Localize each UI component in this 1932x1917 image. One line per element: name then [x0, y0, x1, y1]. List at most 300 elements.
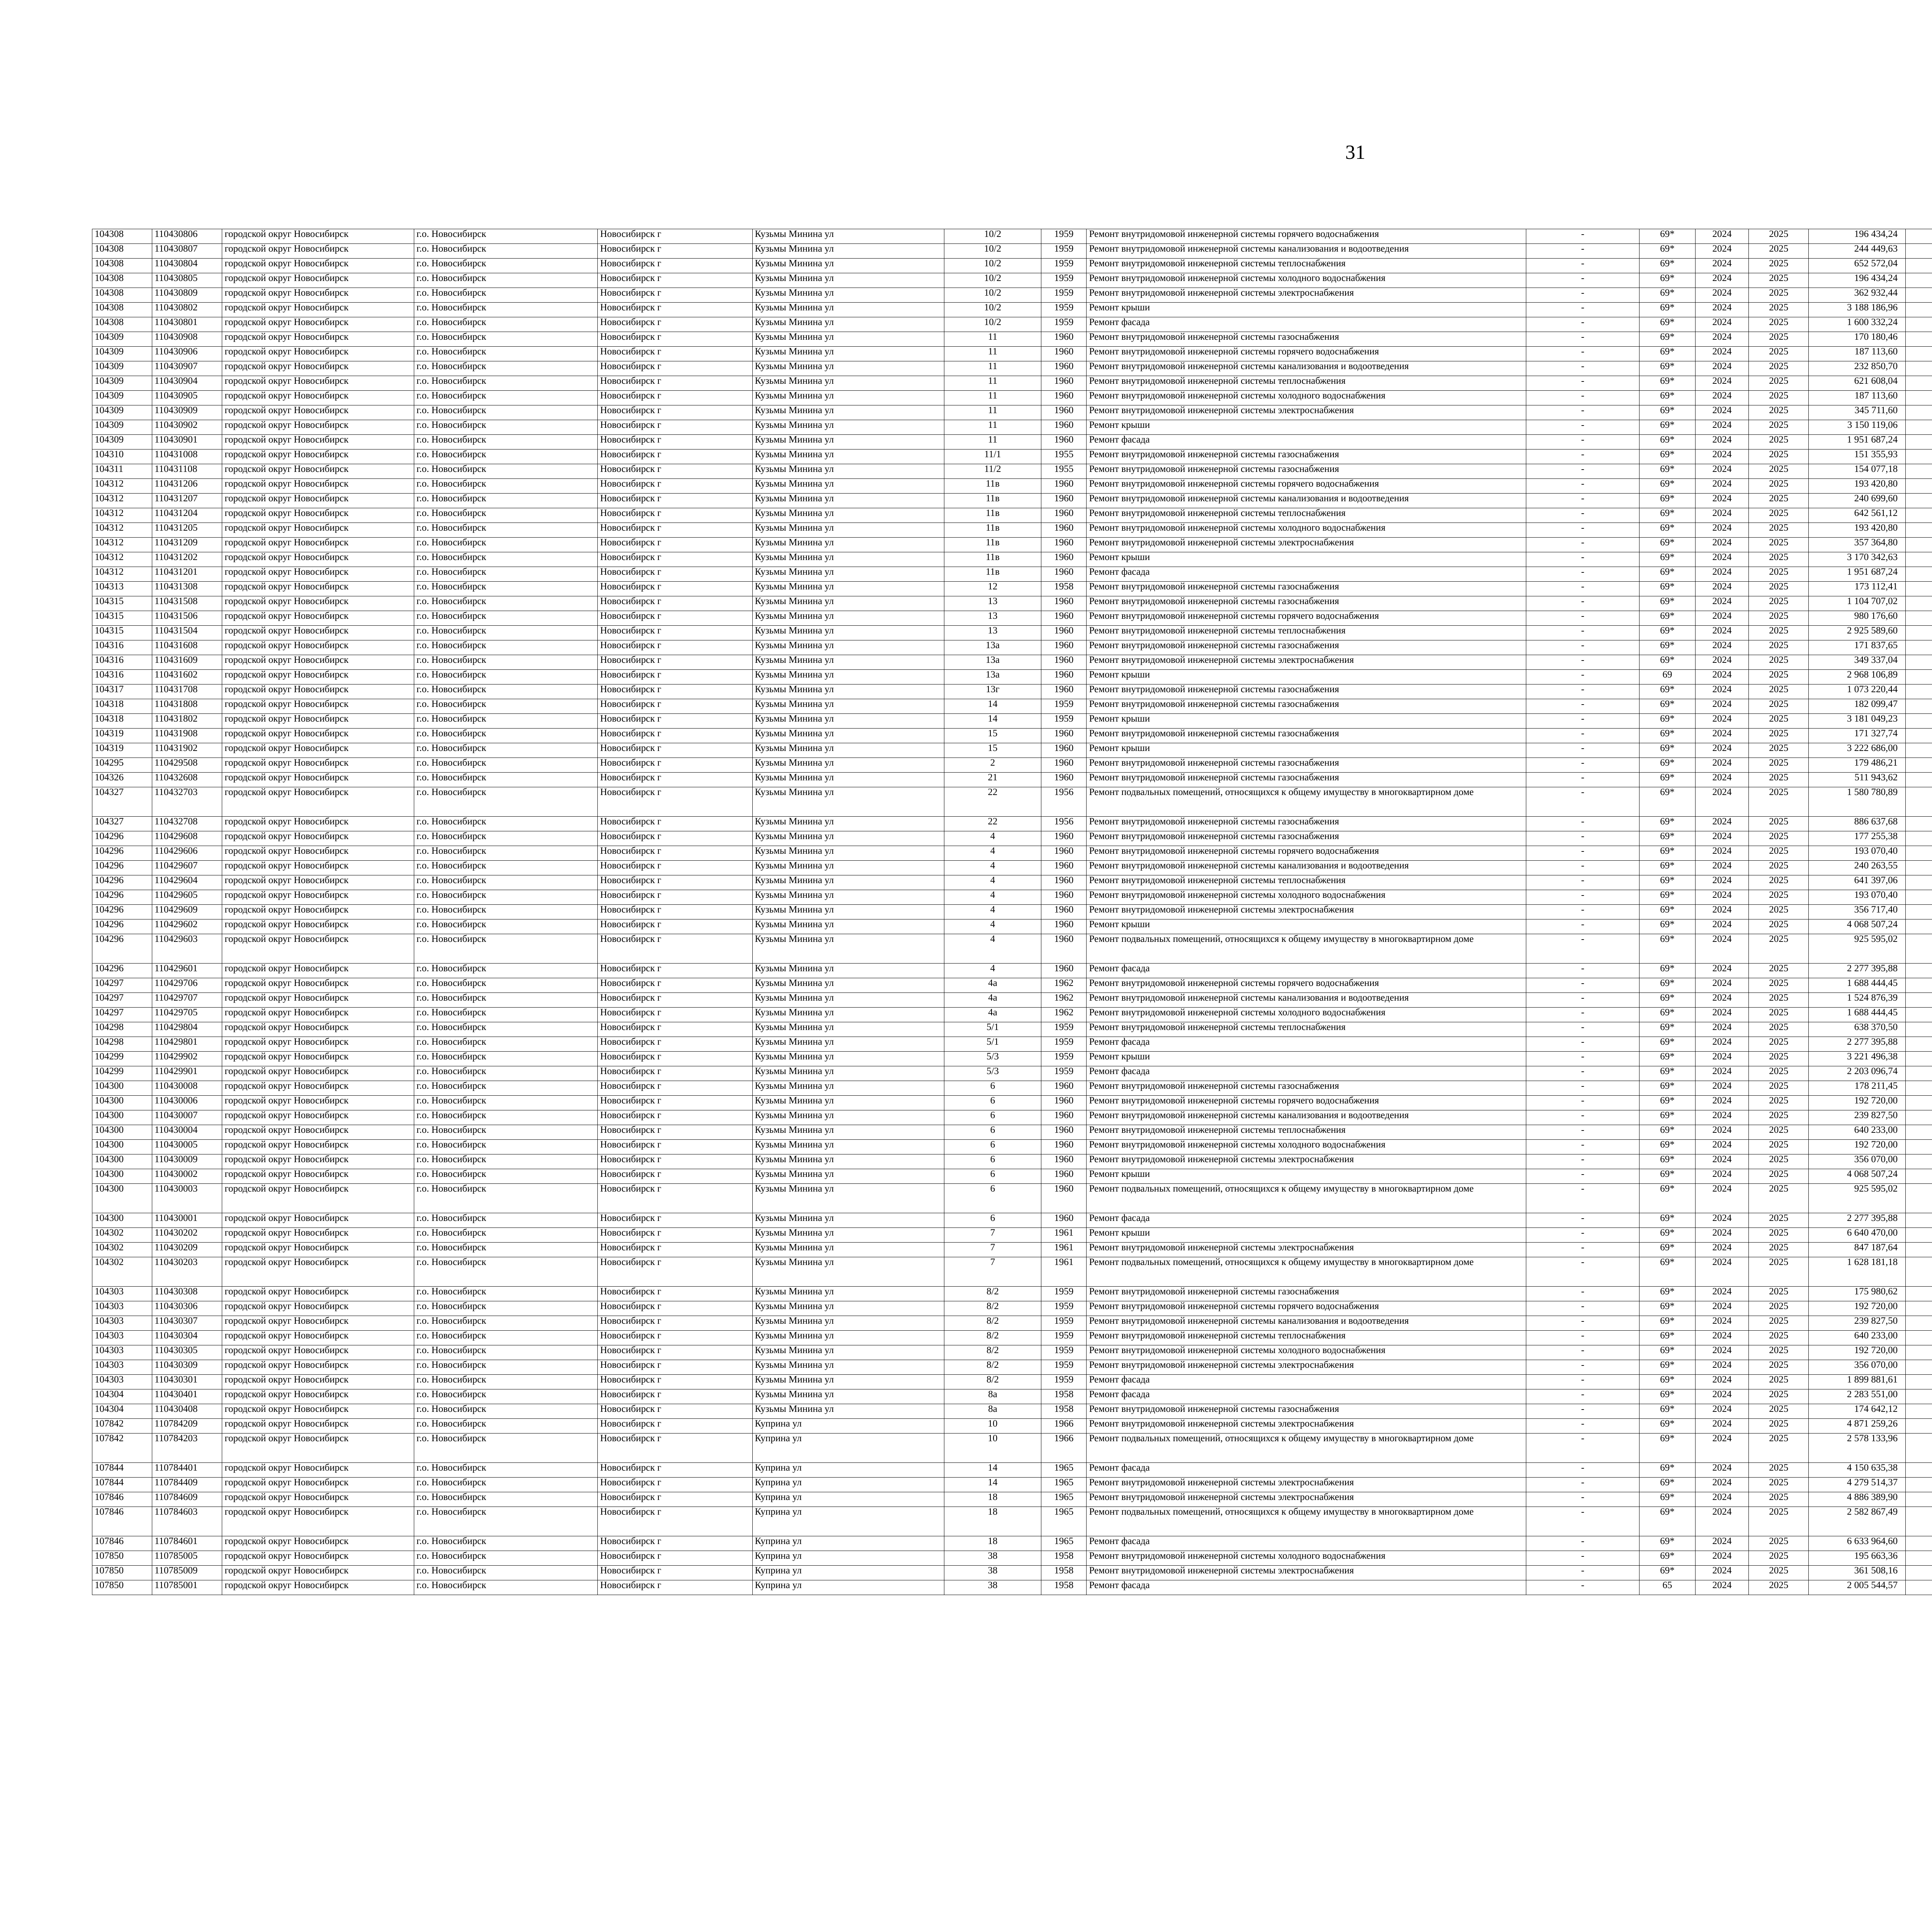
house-number-cell: 11в	[944, 538, 1041, 552]
work-id-cell: 110429609	[152, 905, 222, 919]
total-cost-cell: 4 279 514,37	[1809, 1478, 1906, 1492]
municipal-entity-cell: г.о. Новосибирск	[414, 273, 597, 288]
work-code-cell: 69*	[1639, 831, 1695, 846]
fund-cost-cell	[1906, 1507, 1932, 1536]
total-cost-cell: 642 561,12	[1809, 508, 1906, 523]
street-cell: Кузьмы Минина ул	[752, 919, 944, 934]
work-code-cell: 69*	[1639, 1081, 1695, 1096]
work-note-cell: -	[1526, 1331, 1639, 1345]
fund-cost-cell	[1906, 1375, 1932, 1389]
plan-year-end-cell: 2025	[1749, 640, 1809, 655]
total-cost-cell: 349 337,04	[1809, 655, 1906, 670]
work-id-cell: 110430807	[152, 244, 222, 259]
plan-year-start-cell: 2024	[1695, 1140, 1749, 1154]
total-cost-cell: 192 720,00	[1809, 1140, 1906, 1154]
locality-cell: Новосибирск г	[598, 596, 752, 611]
table-row	[92, 1316, 1932, 1331]
house-id-cell: 104296	[92, 846, 152, 861]
fund-cost-cell	[1906, 552, 1932, 567]
table-row	[92, 420, 1932, 435]
street-cell: Кузьмы Минина ул	[752, 1404, 944, 1419]
work-code-cell: 69*	[1639, 890, 1695, 905]
fund-cost-cell	[1906, 464, 1932, 479]
plan-year-start-cell: 2024	[1695, 1154, 1749, 1169]
build-year-cell: 1965	[1041, 1536, 1087, 1551]
house-id-cell: 104308	[92, 288, 152, 303]
work-id-cell: 110429601	[152, 964, 222, 978]
work-note-cell: -	[1526, 259, 1639, 273]
house-id-cell: 104310	[92, 449, 152, 464]
build-year-cell: 1960	[1041, 919, 1087, 934]
work-code-cell: 69*	[1639, 1404, 1695, 1419]
municipal-entity-cell: г.о. Новосибирск	[414, 1478, 597, 1492]
work-type-cell: Ремонт внутридомовой инженерной системы газоснабжения	[1087, 449, 1526, 464]
locality-cell: Новосибирск г	[598, 1125, 752, 1140]
municipal-district-cell: городской округ Новосибирск	[222, 332, 414, 347]
table-row	[92, 229, 1932, 244]
work-code-cell: 69*	[1639, 479, 1695, 494]
work-id-cell: 110430804	[152, 259, 222, 273]
work-code-cell: 69*	[1639, 1228, 1695, 1243]
work-type-cell: Ремонт внутридомовой инженерной системы газоснабжения	[1087, 582, 1526, 596]
work-id-cell: 110429707	[152, 993, 222, 1008]
municipal-entity-cell: г.о. Новосибирск	[414, 391, 597, 405]
municipal-entity-cell: г.о. Новосибирск	[414, 729, 597, 743]
municipal-district-cell: городской округ Новосибирск	[222, 347, 414, 361]
work-type-cell: Ремонт внутридомовой инженерной системы горячего водоснабжения	[1087, 978, 1526, 993]
fund-cost-cell	[1906, 347, 1932, 361]
house-number-cell: 11	[944, 391, 1041, 405]
build-year-cell: 1960	[1041, 552, 1087, 567]
locality-cell: Новосибирск г	[598, 1507, 752, 1536]
house-id-cell: 104308	[92, 273, 152, 288]
work-type-cell: Ремонт подвальных помещений, относящихся к общему имуществу в многоквартирном доме	[1087, 1507, 1526, 1536]
house-number-cell: 8/2	[944, 1360, 1041, 1375]
locality-cell: Новосибирск г	[598, 1081, 752, 1096]
work-id-cell: 110429604	[152, 875, 222, 890]
build-year-cell: 1958	[1041, 1404, 1087, 1419]
total-cost-cell: 1 073 220,44	[1809, 684, 1906, 699]
work-type-cell: Ремонт внутридомовой инженерной системы холодного водоснабжения	[1087, 1345, 1526, 1360]
fund-cost-cell	[1906, 229, 1932, 244]
plan-year-end-cell: 2025	[1749, 964, 1809, 978]
house-number-cell: 21	[944, 773, 1041, 787]
municipal-entity-cell: г.о. Новосибирск	[414, 1022, 597, 1037]
plan-year-end-cell: 2025	[1749, 670, 1809, 684]
total-cost-cell: 4 886 389,90	[1809, 1492, 1906, 1507]
work-note-cell: -	[1526, 1022, 1639, 1037]
plan-year-start-cell: 2024	[1695, 875, 1749, 890]
street-cell: Кузьмы Минина ул	[752, 259, 944, 273]
work-code-cell: 69*	[1639, 567, 1695, 582]
build-year-cell: 1960	[1041, 655, 1087, 670]
work-id-cell: 110430001	[152, 1213, 222, 1228]
plan-year-end-cell: 2025	[1749, 244, 1809, 259]
total-cost-cell: 178 211,45	[1809, 1081, 1906, 1096]
build-year-cell: 1960	[1041, 567, 1087, 582]
fund-cost-cell	[1906, 1331, 1932, 1345]
work-code-cell: 69*	[1639, 1536, 1695, 1551]
municipal-district-cell: городской округ Новосибирск	[222, 1022, 414, 1037]
total-cost-cell: 179 486,21	[1809, 758, 1906, 773]
street-cell: Кузьмы Минина ул	[752, 1066, 944, 1081]
plan-year-end-cell: 2025	[1749, 1463, 1809, 1478]
municipal-entity-cell: г.о. Новосибирск	[414, 861, 597, 875]
street-cell: Кузьмы Минина ул	[752, 1022, 944, 1037]
municipal-entity-cell: г.о. Новосибирск	[414, 1154, 597, 1169]
fund-cost-cell	[1906, 523, 1932, 538]
locality-cell: Новосибирск г	[598, 1433, 752, 1463]
street-cell: Кузьмы Минина ул	[752, 1140, 944, 1154]
work-type-cell: Ремонт внутридомовой инженерной системы газоснабжения	[1087, 332, 1526, 347]
municipal-district-cell: городской округ Новосибирск	[222, 303, 414, 317]
work-id-cell: 110429508	[152, 758, 222, 773]
municipal-entity-cell: г.о. Новосибирск	[414, 494, 597, 508]
work-code-cell: 69*	[1639, 596, 1695, 611]
plan-year-start-cell: 2024	[1695, 1169, 1749, 1184]
locality-cell: Новосибирск г	[598, 420, 752, 435]
total-cost-cell: 1 688 444,45	[1809, 978, 1906, 993]
locality-cell: Новосибирск г	[598, 1228, 752, 1243]
municipal-entity-cell: г.о. Новосибирск	[414, 347, 597, 361]
house-id-cell: 104311	[92, 464, 152, 479]
street-cell: Кузьмы Минина ул	[752, 758, 944, 773]
house-id-cell: 104300	[92, 1169, 152, 1184]
work-note-cell: -	[1526, 1184, 1639, 1213]
locality-cell: Новосибирск г	[598, 890, 752, 905]
work-id-cell: 110430005	[152, 1140, 222, 1154]
build-year-cell: 1959	[1041, 699, 1087, 714]
plan-year-start-cell: 2024	[1695, 714, 1749, 729]
total-cost-cell: 1 899 881,61	[1809, 1375, 1906, 1389]
work-id-cell: 110431504	[152, 626, 222, 640]
table-row	[92, 1551, 1932, 1566]
house-number-cell: 22	[944, 787, 1041, 817]
plan-year-end-cell: 2025	[1749, 1243, 1809, 1257]
fund-cost-cell	[1906, 582, 1932, 596]
house-number-cell: 8а	[944, 1404, 1041, 1419]
work-note-cell: -	[1526, 934, 1639, 964]
work-id-cell: 110430907	[152, 361, 222, 376]
locality-cell: Новосибирск г	[598, 435, 752, 449]
plan-year-start-cell: 2024	[1695, 435, 1749, 449]
work-id-cell: 110431308	[152, 582, 222, 596]
house-id-cell: 104309	[92, 435, 152, 449]
plan-year-end-cell: 2025	[1749, 303, 1809, 317]
plan-year-end-cell: 2025	[1749, 582, 1809, 596]
plan-year-end-cell: 2025	[1749, 1037, 1809, 1052]
municipal-district-cell: городской округ Новосибирск	[222, 582, 414, 596]
work-note-cell: -	[1526, 552, 1639, 567]
total-cost-cell: 244 449,63	[1809, 244, 1906, 259]
plan-year-end-cell: 2025	[1749, 494, 1809, 508]
street-cell: Кузьмы Минина ул	[752, 361, 944, 376]
table-row	[92, 1389, 1932, 1404]
build-year-cell: 1959	[1041, 259, 1087, 273]
street-cell: Кузьмы Минина ул	[752, 1301, 944, 1316]
municipal-entity-cell: г.о. Новосибирск	[414, 934, 597, 964]
work-note-cell: -	[1526, 773, 1639, 787]
work-type-cell: Ремонт внутридомовой инженерной системы газоснабжения	[1087, 729, 1526, 743]
municipal-entity-cell: г.о. Новосибирск	[414, 831, 597, 846]
plan-year-start-cell: 2024	[1695, 1243, 1749, 1257]
fund-cost-cell	[1906, 376, 1932, 391]
work-note-cell: -	[1526, 494, 1639, 508]
municipal-district-cell: городской округ Новосибирск	[222, 1287, 414, 1301]
work-id-cell: 110430902	[152, 420, 222, 435]
work-code-cell: 69*	[1639, 1125, 1695, 1140]
work-code-cell: 65	[1639, 1580, 1695, 1595]
plan-year-start-cell: 2024	[1695, 1492, 1749, 1507]
street-cell: Кузьмы Минина ул	[752, 1213, 944, 1228]
work-type-cell: Ремонт крыши	[1087, 1052, 1526, 1066]
municipal-entity-cell: г.о. Новосибирск	[414, 758, 597, 773]
locality-cell: Новосибирск г	[598, 567, 752, 582]
locality-cell: Новосибирск г	[598, 244, 752, 259]
work-note-cell: -	[1526, 273, 1639, 288]
municipal-entity-cell: г.о. Новосибирск	[414, 376, 597, 391]
house-number-cell: 14	[944, 714, 1041, 729]
work-note-cell: -	[1526, 1419, 1639, 1433]
house-id-cell: 107850	[92, 1551, 152, 1566]
work-note-cell: -	[1526, 1316, 1639, 1331]
house-id-cell: 104304	[92, 1389, 152, 1404]
work-code-cell: 69*	[1639, 317, 1695, 332]
municipal-entity-cell: г.о. Новосибирск	[414, 1301, 597, 1316]
fund-cost-cell	[1906, 479, 1932, 494]
street-cell: Кузьмы Минина ул	[752, 405, 944, 420]
build-year-cell: 1960	[1041, 1184, 1087, 1213]
fund-cost-cell	[1906, 1257, 1932, 1287]
work-code-cell: 69*	[1639, 1287, 1695, 1301]
table-row	[92, 905, 1932, 919]
locality-cell: Новосибирск г	[598, 376, 752, 391]
municipal-district-cell: городской округ Новосибирск	[222, 244, 414, 259]
work-type-cell: Ремонт внутридомовой инженерной системы газоснабжения	[1087, 1404, 1526, 1419]
municipal-district-cell: городской округ Новосибирск	[222, 538, 414, 552]
plan-year-end-cell: 2025	[1749, 229, 1809, 244]
house-id-cell: 104297	[92, 993, 152, 1008]
house-id-cell: 104296	[92, 934, 152, 964]
table-row	[92, 919, 1932, 934]
work-type-cell: Ремонт фасада	[1087, 1213, 1526, 1228]
municipal-entity-cell: г.о. Новосибирск	[414, 640, 597, 655]
municipal-district-cell: городской округ Новосибирск	[222, 1081, 414, 1096]
table-row	[92, 934, 1932, 964]
work-code-cell: 69*	[1639, 729, 1695, 743]
house-number-cell: 38	[944, 1580, 1041, 1595]
table-row	[92, 596, 1932, 611]
plan-year-end-cell: 2025	[1749, 1096, 1809, 1110]
house-number-cell: 13	[944, 596, 1041, 611]
house-number-cell: 10/2	[944, 288, 1041, 303]
work-type-cell: Ремонт внутридомовой инженерной системы горячего водоснабжения	[1087, 1301, 1526, 1316]
plan-year-end-cell: 2025	[1749, 1301, 1809, 1316]
street-cell: Куприна ул	[752, 1478, 944, 1492]
build-year-cell: 1966	[1041, 1419, 1087, 1433]
plan-year-end-cell: 2025	[1749, 1169, 1809, 1184]
total-cost-cell: 640 233,00	[1809, 1125, 1906, 1140]
municipal-district-cell: городской округ Новосибирск	[222, 743, 414, 758]
work-code-cell: 69*	[1639, 259, 1695, 273]
total-cost-cell: 4 871 259,26	[1809, 1419, 1906, 1433]
build-year-cell: 1960	[1041, 861, 1087, 875]
build-year-cell: 1960	[1041, 596, 1087, 611]
total-cost-cell: 641 397,06	[1809, 875, 1906, 890]
street-cell: Кузьмы Минина ул	[752, 1154, 944, 1169]
work-note-cell: -	[1526, 1110, 1639, 1125]
table-row	[92, 1052, 1932, 1066]
locality-cell: Новосибирск г	[598, 1169, 752, 1184]
total-cost-cell: 239 827,50	[1809, 1110, 1906, 1125]
fund-cost-cell	[1906, 259, 1932, 273]
table-row	[92, 787, 1932, 817]
work-type-cell: Ремонт внутридомовой инженерной системы холодного водоснабжения	[1087, 890, 1526, 905]
work-note-cell: -	[1526, 670, 1639, 684]
fund-cost-cell	[1906, 773, 1932, 787]
work-note-cell: -	[1526, 743, 1639, 758]
municipal-district-cell: городской округ Новосибирск	[222, 699, 414, 714]
house-number-cell: 11	[944, 347, 1041, 361]
build-year-cell: 1960	[1041, 875, 1087, 890]
build-year-cell: 1959	[1041, 1301, 1087, 1316]
build-year-cell: 1960	[1041, 743, 1087, 758]
total-cost-cell: 2 578 133,96	[1809, 1433, 1906, 1463]
build-year-cell: 1960	[1041, 538, 1087, 552]
work-type-cell: Ремонт внутридомовой инженерной системы теплоснабжения	[1087, 875, 1526, 890]
locality-cell: Новосибирск г	[598, 1110, 752, 1125]
work-id-cell: 110431202	[152, 552, 222, 567]
street-cell: Куприна ул	[752, 1551, 944, 1566]
municipal-district-cell: городской округ Новосибирск	[222, 1419, 414, 1433]
plan-year-start-cell: 2024	[1695, 420, 1749, 435]
plan-year-end-cell: 2025	[1749, 1433, 1809, 1463]
house-number-cell: 8/2	[944, 1345, 1041, 1360]
locality-cell: Новосибирск г	[598, 361, 752, 376]
plan-year-start-cell: 2024	[1695, 1096, 1749, 1110]
work-note-cell: -	[1526, 1375, 1639, 1389]
work-id-cell: 110430802	[152, 303, 222, 317]
table-row	[92, 1433, 1932, 1463]
fund-cost-cell	[1906, 405, 1932, 420]
house-number-cell: 2	[944, 758, 1041, 773]
build-year-cell: 1959	[1041, 1375, 1087, 1389]
municipal-entity-cell: г.о. Новосибирск	[414, 743, 597, 758]
house-id-cell: 104319	[92, 743, 152, 758]
build-year-cell: 1960	[1041, 361, 1087, 376]
municipal-district-cell: городской округ Новосибирск	[222, 1140, 414, 1154]
work-note-cell: -	[1526, 1066, 1639, 1081]
work-note-cell: -	[1526, 978, 1639, 993]
build-year-cell: 1965	[1041, 1507, 1087, 1536]
house-id-cell: 104309	[92, 391, 152, 405]
street-cell: Кузьмы Минина ул	[752, 567, 944, 582]
house-id-cell: 104312	[92, 538, 152, 552]
locality-cell: Новосибирск г	[598, 1316, 752, 1331]
locality-cell: Новосибирск г	[598, 1419, 752, 1433]
municipal-entity-cell: г.о. Новосибирск	[414, 1228, 597, 1243]
plan-year-start-cell: 2024	[1695, 567, 1749, 582]
work-code-cell: 69*	[1639, 420, 1695, 435]
house-number-cell: 8/2	[944, 1316, 1041, 1331]
work-code-cell: 69*	[1639, 494, 1695, 508]
work-type-cell: Ремонт внутридомовой инженерной системы холодного водоснабжения	[1087, 1140, 1526, 1154]
work-note-cell: -	[1526, 1536, 1639, 1551]
work-type-cell: Ремонт внутридомовой инженерной системы горячего водоснабжения	[1087, 229, 1526, 244]
plan-year-end-cell: 2025	[1749, 978, 1809, 993]
house-id-cell: 104300	[92, 1184, 152, 1213]
house-id-cell: 104315	[92, 611, 152, 626]
work-id-cell: 110430801	[152, 317, 222, 332]
house-number-cell: 8/2	[944, 1331, 1041, 1345]
total-cost-cell: 511 943,62	[1809, 773, 1906, 787]
table-row	[92, 670, 1932, 684]
house-number-cell: 11	[944, 420, 1041, 435]
table-row	[92, 1213, 1932, 1228]
table-row	[92, 640, 1932, 655]
work-id-cell: 110430209	[152, 1243, 222, 1257]
plan-year-end-cell: 2025	[1749, 934, 1809, 964]
house-number-cell: 13	[944, 626, 1041, 640]
locality-cell: Новосибирск г	[598, 861, 752, 875]
locality-cell: Новосибирск г	[598, 523, 752, 538]
street-cell: Кузьмы Минина ул	[752, 831, 944, 846]
plan-year-end-cell: 2025	[1749, 420, 1809, 435]
work-code-cell: 69*	[1639, 1345, 1695, 1360]
municipal-entity-cell: г.о. Новосибирск	[414, 699, 597, 714]
work-note-cell: -	[1526, 1228, 1639, 1243]
work-id-cell: 110429902	[152, 1052, 222, 1066]
municipal-district-cell: городской округ Новосибирск	[222, 405, 414, 420]
work-type-cell: Ремонт фасада	[1087, 1037, 1526, 1052]
plan-year-start-cell: 2024	[1695, 1433, 1749, 1463]
house-id-cell: 104309	[92, 347, 152, 361]
municipal-district-cell: городской округ Новосибирск	[222, 508, 414, 523]
municipal-district-cell: городской округ Новосибирск	[222, 640, 414, 655]
municipal-entity-cell: г.о. Новосибирск	[414, 611, 597, 626]
work-code-cell: 69*	[1639, 626, 1695, 640]
work-code-cell: 69*	[1639, 787, 1695, 817]
street-cell: Кузьмы Минина ул	[752, 978, 944, 993]
build-year-cell: 1960	[1041, 523, 1087, 538]
plan-year-end-cell: 2025	[1749, 1154, 1809, 1169]
house-number-cell: 10/2	[944, 229, 1041, 244]
locality-cell: Новосибирск г	[598, 684, 752, 699]
plan-year-end-cell: 2025	[1749, 1125, 1809, 1140]
plan-year-start-cell: 2024	[1695, 817, 1749, 831]
municipal-entity-cell: г.о. Новосибирск	[414, 1507, 597, 1536]
work-type-cell: Ремонт внутридомовой инженерной системы горячего водоснабжения	[1087, 1096, 1526, 1110]
municipal-district-cell: городской округ Новосибирск	[222, 861, 414, 875]
house-id-cell: 104300	[92, 1081, 152, 1096]
work-id-cell: 110431902	[152, 743, 222, 758]
municipal-entity-cell: г.о. Новосибирск	[414, 1360, 597, 1375]
house-id-cell: 104313	[92, 582, 152, 596]
house-number-cell: 13а	[944, 655, 1041, 670]
work-note-cell: -	[1526, 1478, 1639, 1492]
street-cell: Кузьмы Минина ул	[752, 655, 944, 670]
fund-cost-cell	[1906, 611, 1932, 626]
house-number-cell: 13а	[944, 670, 1041, 684]
house-id-cell: 107844	[92, 1478, 152, 1492]
fund-cost-cell	[1906, 1228, 1932, 1243]
total-cost-cell: 1 951 687,24	[1809, 435, 1906, 449]
plan-year-end-cell: 2025	[1749, 596, 1809, 611]
work-note-cell: -	[1526, 538, 1639, 552]
work-type-cell: Ремонт внутридомовой инженерной системы электроснабжения	[1087, 1419, 1526, 1433]
plan-year-start-cell: 2024	[1695, 1345, 1749, 1360]
plan-year-end-cell: 2025	[1749, 743, 1809, 758]
